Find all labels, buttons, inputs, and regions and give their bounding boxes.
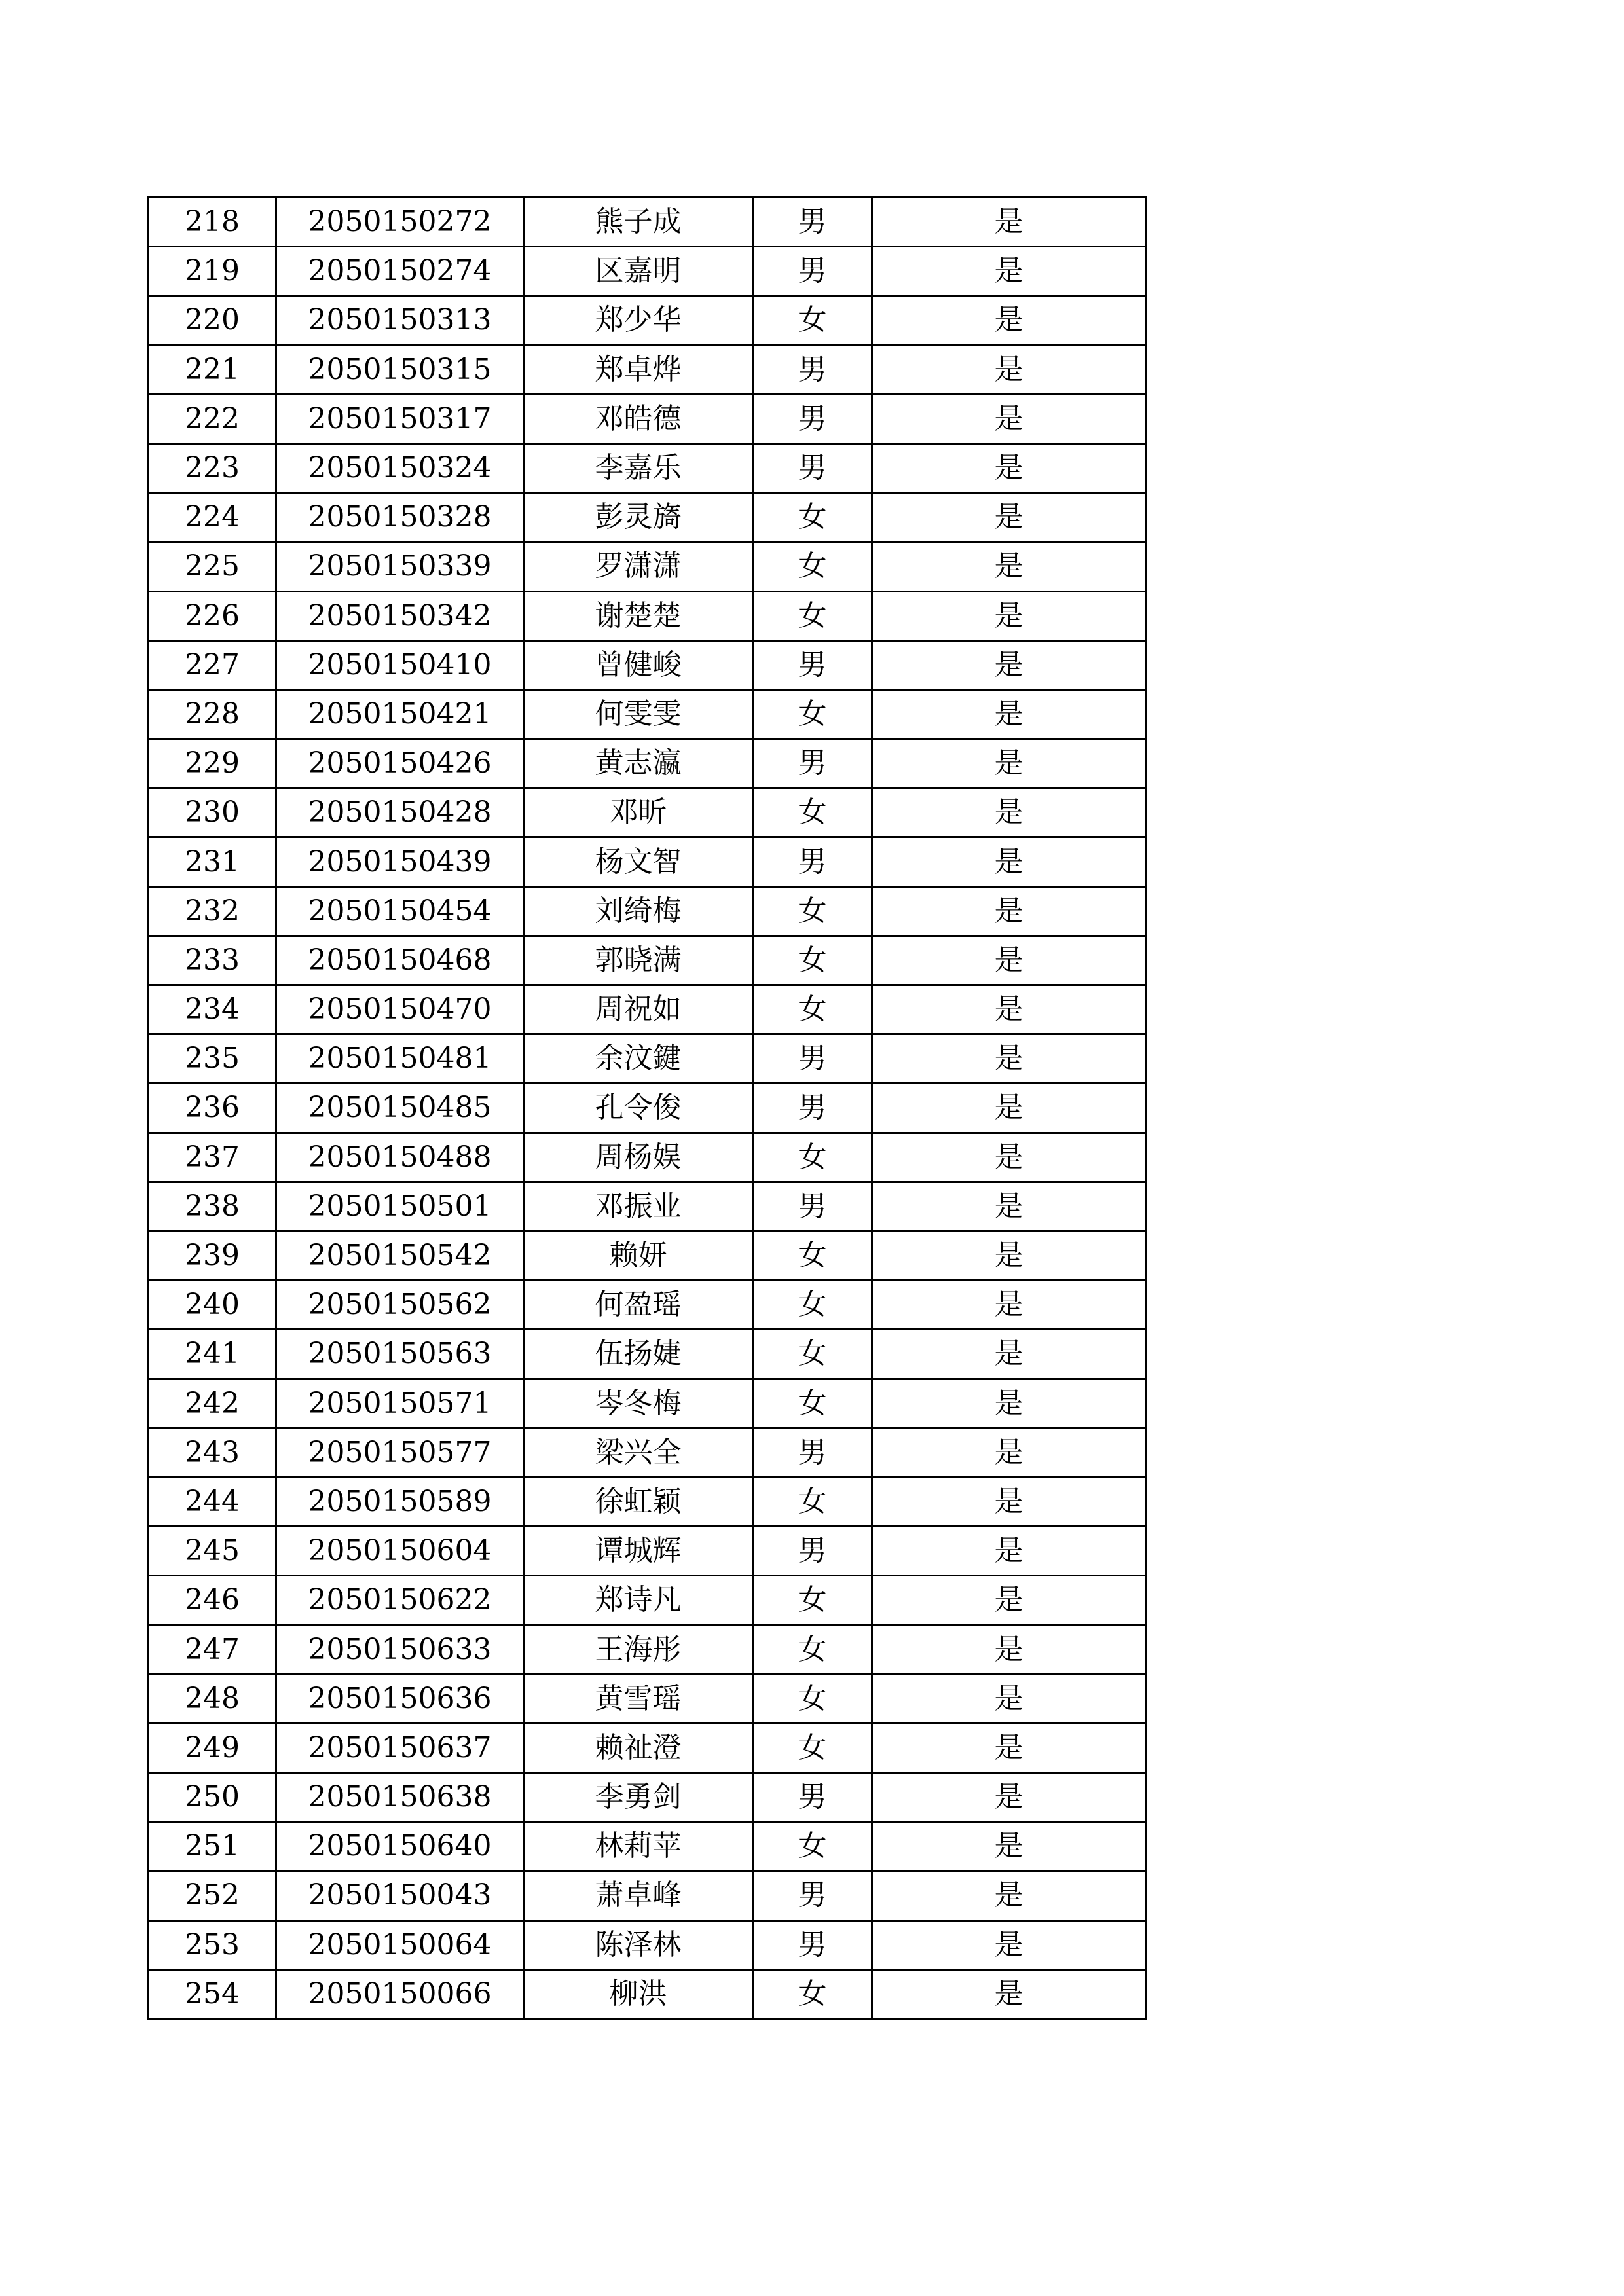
row-number-cell: 230 — [149, 788, 276, 837]
student-id-cell: 2050150428 — [276, 788, 524, 837]
student-name-cell: 刘绮梅 — [524, 886, 753, 936]
status-cell: 是 — [872, 985, 1146, 1034]
status-cell: 是 — [872, 886, 1146, 936]
gender-cell: 男 — [753, 443, 872, 492]
table-row — [149, 1969, 1146, 2018]
table-row — [149, 1920, 1146, 1969]
student-name-cell: 李嘉乐 — [524, 443, 753, 492]
status-cell: 是 — [872, 788, 1146, 837]
student-name-cell: 柳洪 — [524, 1969, 753, 2018]
student-id-cell: 2050150439 — [276, 837, 524, 886]
student-name-cell: 彭灵旖 — [524, 493, 753, 542]
student-name-cell: 余汶鍵 — [524, 1034, 753, 1084]
gender-cell: 男 — [753, 1428, 872, 1477]
gender-cell: 女 — [753, 1576, 872, 1625]
table-row — [149, 985, 1146, 1034]
student-name-cell: 伍扬婕 — [524, 1330, 753, 1379]
status-cell: 是 — [872, 739, 1146, 788]
status-cell: 是 — [872, 1920, 1146, 1969]
status-cell: 是 — [872, 1281, 1146, 1330]
row-number-cell: 241 — [149, 1330, 276, 1379]
status-cell: 是 — [872, 1428, 1146, 1477]
student-id-cell: 2050150481 — [276, 1034, 524, 1084]
gender-cell: 女 — [753, 1723, 872, 1772]
student-name-cell: 熊子成 — [524, 198, 753, 247]
student-name-cell: 邓皓德 — [524, 394, 753, 443]
table-row — [149, 1822, 1146, 1871]
student-name-cell: 郑卓烨 — [524, 345, 753, 394]
row-number-cell: 251 — [149, 1822, 276, 1871]
student-name-cell: 周祝如 — [524, 985, 753, 1034]
row-number-cell: 243 — [149, 1428, 276, 1477]
student-name-cell: 何雯雯 — [524, 689, 753, 738]
student-name-cell: 林莉苹 — [524, 1822, 753, 1871]
row-number-cell: 245 — [149, 1527, 276, 1576]
gender-cell: 男 — [753, 1773, 872, 1822]
student-id-cell: 2050150640 — [276, 1822, 524, 1871]
row-number-cell: 240 — [149, 1281, 276, 1330]
student-name-cell: 黄志瀛 — [524, 739, 753, 788]
gender-cell: 女 — [753, 1822, 872, 1871]
table-row — [149, 1527, 1146, 1576]
student-name-cell: 孔令俊 — [524, 1084, 753, 1133]
student-name-cell: 李勇剑 — [524, 1773, 753, 1822]
student-id-cell: 2050150633 — [276, 1625, 524, 1674]
student-id-cell: 2050150571 — [276, 1379, 524, 1428]
status-cell: 是 — [872, 394, 1146, 443]
status-cell: 是 — [872, 936, 1146, 985]
table-row — [149, 394, 1146, 443]
student-name-cell: 谭城辉 — [524, 1527, 753, 1576]
status-cell: 是 — [872, 1674, 1146, 1723]
gender-cell: 男 — [753, 394, 872, 443]
gender-cell: 女 — [753, 886, 872, 936]
gender-cell: 女 — [753, 788, 872, 837]
student-id-cell: 2050150043 — [276, 1871, 524, 1920]
gender-cell: 女 — [753, 1625, 872, 1674]
status-cell: 是 — [872, 1084, 1146, 1133]
row-number-cell: 232 — [149, 886, 276, 936]
table-row — [149, 247, 1146, 296]
status-cell: 是 — [872, 1034, 1146, 1084]
table-row — [149, 1231, 1146, 1280]
table-row — [149, 640, 1146, 689]
status-cell: 是 — [872, 689, 1146, 738]
table-row — [149, 1281, 1146, 1330]
gender-cell: 女 — [753, 591, 872, 640]
table-row — [149, 493, 1146, 542]
student-id-cell: 2050150317 — [276, 394, 524, 443]
table-row — [149, 1674, 1146, 1723]
student-id-cell: 2050150638 — [276, 1773, 524, 1822]
status-cell: 是 — [872, 1182, 1146, 1231]
table-row — [149, 542, 1146, 591]
status-cell: 是 — [872, 542, 1146, 591]
gender-cell: 男 — [753, 739, 872, 788]
table-row — [149, 1084, 1146, 1133]
status-cell: 是 — [872, 198, 1146, 247]
row-number-cell: 220 — [149, 296, 276, 345]
row-number-cell: 228 — [149, 689, 276, 738]
gender-cell: 男 — [753, 1871, 872, 1920]
gender-cell: 女 — [753, 985, 872, 1034]
student-name-cell: 何盈瑶 — [524, 1281, 753, 1330]
row-number-cell: 250 — [149, 1773, 276, 1822]
student-id-cell: 2050150426 — [276, 739, 524, 788]
row-number-cell: 253 — [149, 1920, 276, 1969]
status-cell: 是 — [872, 1625, 1146, 1674]
status-cell: 是 — [872, 640, 1146, 689]
student-id-cell: 2050150324 — [276, 443, 524, 492]
student-id-cell: 2050150468 — [276, 936, 524, 985]
status-cell: 是 — [872, 1969, 1146, 2018]
student-id-cell: 2050150501 — [276, 1182, 524, 1231]
table-row — [149, 1133, 1146, 1182]
student-id-cell: 2050150328 — [276, 493, 524, 542]
student-name-cell: 梁兴全 — [524, 1428, 753, 1477]
row-number-cell: 242 — [149, 1379, 276, 1428]
gender-cell: 女 — [753, 1969, 872, 2018]
student-id-cell: 2050150577 — [276, 1428, 524, 1477]
status-cell: 是 — [872, 1773, 1146, 1822]
gender-cell: 女 — [753, 1477, 872, 1526]
table-row — [149, 1379, 1146, 1428]
table-row — [149, 689, 1146, 738]
student-name-cell: 陈泽林 — [524, 1920, 753, 1969]
student-name-cell: 郑诗凡 — [524, 1576, 753, 1625]
student-name-cell: 郭晓满 — [524, 936, 753, 985]
student-id-cell: 2050150488 — [276, 1133, 524, 1182]
table-row — [149, 443, 1146, 492]
status-cell: 是 — [872, 1871, 1146, 1920]
row-number-cell: 222 — [149, 394, 276, 443]
student-id-cell: 2050150636 — [276, 1674, 524, 1723]
student-name-cell: 罗潇潇 — [524, 542, 753, 591]
student-id-cell: 2050150064 — [276, 1920, 524, 1969]
status-cell: 是 — [872, 493, 1146, 542]
status-cell: 是 — [872, 247, 1146, 296]
gender-cell: 女 — [753, 1231, 872, 1280]
student-roster-table — [147, 196, 1147, 2020]
row-number-cell: 247 — [149, 1625, 276, 1674]
gender-cell: 女 — [753, 936, 872, 985]
student-id-cell: 2050150485 — [276, 1084, 524, 1133]
row-number-cell: 254 — [149, 1969, 276, 2018]
student-id-cell: 2050150066 — [276, 1969, 524, 2018]
row-number-cell: 229 — [149, 739, 276, 788]
student-id-cell: 2050150454 — [276, 886, 524, 936]
table-row — [149, 1773, 1146, 1822]
row-number-cell: 218 — [149, 198, 276, 247]
student-name-cell: 区嘉明 — [524, 247, 753, 296]
table-row — [149, 1871, 1146, 1920]
table-row — [149, 198, 1146, 247]
status-cell: 是 — [872, 443, 1146, 492]
gender-cell: 女 — [753, 493, 872, 542]
gender-cell: 男 — [753, 837, 872, 886]
table-row — [149, 788, 1146, 837]
student-name-cell: 谢楚楚 — [524, 591, 753, 640]
gender-cell: 男 — [753, 247, 872, 296]
student-id-cell: 2050150410 — [276, 640, 524, 689]
row-number-cell: 223 — [149, 443, 276, 492]
table-row — [149, 1576, 1146, 1625]
status-cell: 是 — [872, 296, 1146, 345]
gender-cell: 女 — [753, 1330, 872, 1379]
row-number-cell: 252 — [149, 1871, 276, 1920]
row-number-cell: 233 — [149, 936, 276, 985]
student-name-cell: 郑少华 — [524, 296, 753, 345]
row-number-cell: 225 — [149, 542, 276, 591]
table-row — [149, 739, 1146, 788]
row-number-cell: 238 — [149, 1182, 276, 1231]
gender-cell: 男 — [753, 345, 872, 394]
table-row — [149, 1330, 1146, 1379]
row-number-cell: 224 — [149, 493, 276, 542]
status-cell: 是 — [872, 1576, 1146, 1625]
gender-cell: 男 — [753, 1920, 872, 1969]
student-id-cell: 2050150315 — [276, 345, 524, 394]
row-number-cell: 227 — [149, 640, 276, 689]
student-id-cell: 2050150589 — [276, 1477, 524, 1526]
student-id-cell: 2050150563 — [276, 1330, 524, 1379]
gender-cell: 女 — [753, 689, 872, 738]
gender-cell: 男 — [753, 1527, 872, 1576]
row-number-cell: 219 — [149, 247, 276, 296]
status-cell: 是 — [872, 837, 1146, 886]
student-id-cell: 2050150542 — [276, 1231, 524, 1280]
gender-cell: 男 — [753, 1182, 872, 1231]
gender-cell: 男 — [753, 198, 872, 247]
status-cell: 是 — [872, 1133, 1146, 1182]
table-row — [149, 1477, 1146, 1526]
row-number-cell: 246 — [149, 1576, 276, 1625]
student-name-cell: 曾健峻 — [524, 640, 753, 689]
table-row — [149, 1182, 1146, 1231]
student-id-cell: 2050150562 — [276, 1281, 524, 1330]
row-number-cell: 237 — [149, 1133, 276, 1182]
student-id-cell: 2050150339 — [276, 542, 524, 591]
student-name-cell: 邓振业 — [524, 1182, 753, 1231]
gender-cell: 男 — [753, 1034, 872, 1084]
student-name-cell: 杨文智 — [524, 837, 753, 886]
table-row — [149, 591, 1146, 640]
student-id-cell: 2050150637 — [276, 1723, 524, 1772]
row-number-cell: 231 — [149, 837, 276, 886]
gender-cell: 女 — [753, 1674, 872, 1723]
status-cell: 是 — [872, 1527, 1146, 1576]
table-row — [149, 886, 1146, 936]
table-row — [149, 837, 1146, 886]
status-cell: 是 — [872, 1723, 1146, 1772]
gender-cell: 男 — [753, 640, 872, 689]
student-id-cell: 2050150272 — [276, 198, 524, 247]
row-number-cell: 234 — [149, 985, 276, 1034]
gender-cell: 女 — [753, 542, 872, 591]
student-id-cell: 2050150470 — [276, 985, 524, 1034]
status-cell: 是 — [872, 1822, 1146, 1871]
status-cell: 是 — [872, 345, 1146, 394]
student-id-cell: 2050150604 — [276, 1527, 524, 1576]
student-name-cell: 萧卓峰 — [524, 1871, 753, 1920]
table-row — [149, 1034, 1146, 1084]
row-number-cell: 244 — [149, 1477, 276, 1526]
table-row — [149, 1428, 1146, 1477]
row-number-cell: 236 — [149, 1084, 276, 1133]
row-number-cell: 239 — [149, 1231, 276, 1280]
student-name-cell: 赖祉澄 — [524, 1723, 753, 1772]
row-number-cell: 226 — [149, 591, 276, 640]
row-number-cell: 248 — [149, 1674, 276, 1723]
status-cell: 是 — [872, 1379, 1146, 1428]
roster-body — [149, 198, 1146, 2019]
row-number-cell: 249 — [149, 1723, 276, 1772]
table-row — [149, 936, 1146, 985]
gender-cell: 男 — [753, 1084, 872, 1133]
student-name-cell: 徐虹颖 — [524, 1477, 753, 1526]
student-name-cell: 王海彤 — [524, 1625, 753, 1674]
status-cell: 是 — [872, 1330, 1146, 1379]
row-number-cell: 235 — [149, 1034, 276, 1084]
table-row — [149, 296, 1146, 345]
student-id-cell: 2050150313 — [276, 296, 524, 345]
student-id-cell: 2050150274 — [276, 247, 524, 296]
status-cell: 是 — [872, 1477, 1146, 1526]
student-name-cell: 邓昕 — [524, 788, 753, 837]
table-row — [149, 1723, 1146, 1772]
student-name-cell: 赖妍 — [524, 1231, 753, 1280]
row-number-cell: 221 — [149, 345, 276, 394]
status-cell: 是 — [872, 591, 1146, 640]
table-row — [149, 1625, 1146, 1674]
student-name-cell: 岑冬梅 — [524, 1379, 753, 1428]
student-id-cell: 2050150622 — [276, 1576, 524, 1625]
status-cell: 是 — [872, 1231, 1146, 1280]
student-name-cell: 黄雪瑶 — [524, 1674, 753, 1723]
student-id-cell: 2050150342 — [276, 591, 524, 640]
gender-cell: 女 — [753, 1379, 872, 1428]
table-row — [149, 345, 1146, 394]
gender-cell: 女 — [753, 296, 872, 345]
gender-cell: 女 — [753, 1133, 872, 1182]
student-name-cell: 周杨娱 — [524, 1133, 753, 1182]
gender-cell: 女 — [753, 1281, 872, 1330]
student-id-cell: 2050150421 — [276, 689, 524, 738]
